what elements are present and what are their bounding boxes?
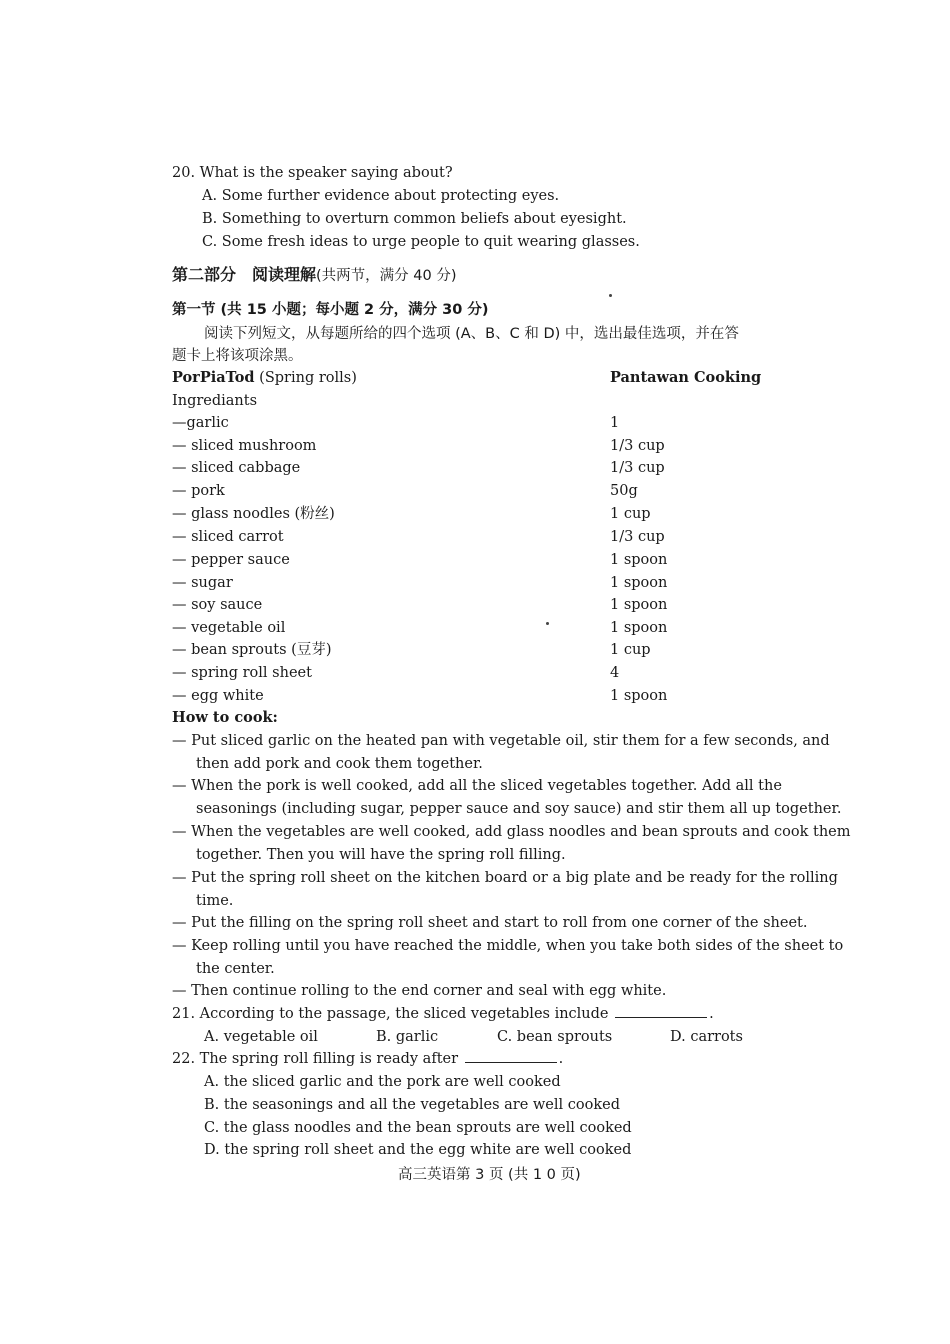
ingredient-amount: 50g <box>610 483 638 499</box>
ingredient-amount: 1/3 cup <box>610 438 665 454</box>
q22-stem-end: . <box>558 1051 564 1067</box>
step-line: — When the pork is well cooked, add all the sliced vegetables together. Add all the <box>172 778 782 794</box>
scan-speck <box>546 622 549 625</box>
instruction-line-2: 题卡上将该项涂黑。 <box>172 348 303 364</box>
ingredient-amount: 1/3 cup <box>610 460 665 476</box>
scan-speck <box>609 294 612 297</box>
recipe-source: Pantawan Cooking <box>610 369 762 386</box>
ingredient-amount: 1 <box>610 415 620 431</box>
ingredient-name: — pork <box>172 483 225 499</box>
ingredient-name: — bean sprouts (豆芽) <box>172 642 332 658</box>
step-line: — Then continue rolling to the end corner and seal with egg white. <box>172 983 667 999</box>
step-line: time. <box>196 893 234 909</box>
q22-answer-blank <box>465 1050 557 1063</box>
recipe-title-name: PorPiaTod <box>172 369 255 386</box>
ingredient-amount: 1 spoon <box>610 575 668 591</box>
recipe-title <box>172 369 357 387</box>
how-to-cook-heading: How to cook: <box>172 709 278 726</box>
q22-stem: 22. The spring roll filling is ready after <box>172 1051 459 1067</box>
ingredient-name: — soy sauce <box>172 597 263 613</box>
ingredient-amount: 1 spoon <box>610 620 668 636</box>
ingredient-name: — glass noodles (粉丝) <box>172 506 335 522</box>
ingredient-name: — sliced carrot <box>172 529 284 545</box>
q21-stem: 21. According to the passage, the sliced vegetables include <box>172 1006 609 1022</box>
q22-stem-row <box>172 1050 563 1068</box>
q22-option-d: D. the spring roll sheet and the egg white are well cooked <box>204 1142 632 1158</box>
q21-option-a: A. vegetable oil <box>204 1029 318 1045</box>
ingredient-name: — egg white <box>172 688 264 704</box>
ingredient-name: — sugar <box>172 575 233 591</box>
step-line: — Put the filling on the spring roll sheet and start to roll from one corner of the sheet. <box>172 915 808 931</box>
step-line: seasonings (including sugar, pepper sauce and soy sauce) and stir them all up together. <box>196 801 842 817</box>
q22-option-c: C. the glass noodles and the bean sprouts are well cooked <box>204 1120 632 1136</box>
ingredient-name: — sliced mushroom <box>172 438 317 454</box>
page-footer: 高三英语第 3 页 (共 1 0 页) <box>398 1167 581 1183</box>
ingredient-amount: 1 spoon <box>610 552 668 568</box>
q20-stem: 20. What is the speaker saying about? <box>172 165 453 181</box>
q22-option-a: A. the sliced garlic and the pork are well cooked <box>204 1074 561 1090</box>
q21-option-d: D. carrots <box>670 1029 743 1045</box>
ingredient-amount: 1/3 cup <box>610 529 665 545</box>
ingredients-heading: Ingrediants <box>172 393 258 409</box>
ingredient-amount: 1 spoon <box>610 688 668 704</box>
ingredient-amount: 1 spoon <box>610 597 668 613</box>
q22-option-b: B. the seasonings and all the vegetables are well cooked <box>204 1097 621 1113</box>
part2-heading-note: (共两节，满分 40 分) <box>316 268 457 284</box>
ingredient-name: — sliced cabbage <box>172 460 301 476</box>
ingredient-name: — spring roll sheet <box>172 665 312 681</box>
q21-stem-end: . <box>709 1006 714 1022</box>
step-line: together. Then you will have the spring roll filling. <box>196 847 566 863</box>
part2-heading: 第二部分 阅读理解 <box>172 265 317 284</box>
ingredient-name: —garlic <box>172 415 229 431</box>
step-line: the center. <box>196 961 275 977</box>
step-line: — Put the spring roll sheet on the kitchen board or a big plate and be ready for the rolling <box>172 870 838 886</box>
q20-option-c: C. Some fresh ideas to urge people to quit wearing glasses. <box>202 234 640 250</box>
recipe-title-rest: (Spring rolls) <box>254 370 357 386</box>
step-line: — Keep rolling until you have reached the middle, when you take both sides of the sheet to <box>172 938 844 954</box>
q21-option-c: C. bean sprouts <box>497 1029 613 1045</box>
section1-heading: 第一节 (共 15 小题；每小题 2 分，满分 30 分) <box>172 302 489 318</box>
q21-answer-blank <box>615 1005 707 1018</box>
q21-stem-row <box>172 1005 714 1023</box>
ingredient-amount: 1 cup <box>610 506 651 522</box>
ingredient-name: — vegetable oil <box>172 620 286 636</box>
q20-option-b: B. Something to overturn common beliefs about eyesight. <box>202 211 627 227</box>
ingredient-name: — pepper sauce <box>172 552 290 568</box>
q20-option-a: A. Some further evidence about protecting eyes. <box>202 188 560 204</box>
q21-option-b: B. garlic <box>376 1029 439 1045</box>
instruction-line-1: 阅读下列短文，从每题所给的四个选项 (A、B、C 和 D) 中，选出最佳选项，并在答 <box>204 326 739 342</box>
step-line: — Put sliced garlic on the heated pan with vegetable oil, stir them for a few seconds, and <box>172 733 830 749</box>
step-line: then add pork and cook them together. <box>196 756 483 772</box>
ingredient-amount: 1 cup <box>610 642 651 658</box>
part2-heading-row <box>172 266 457 285</box>
step-line: — When the vegetables are well cooked, add glass noodles and bean sprouts and cook them <box>172 824 851 840</box>
ingredient-amount: 4 <box>610 665 620 681</box>
